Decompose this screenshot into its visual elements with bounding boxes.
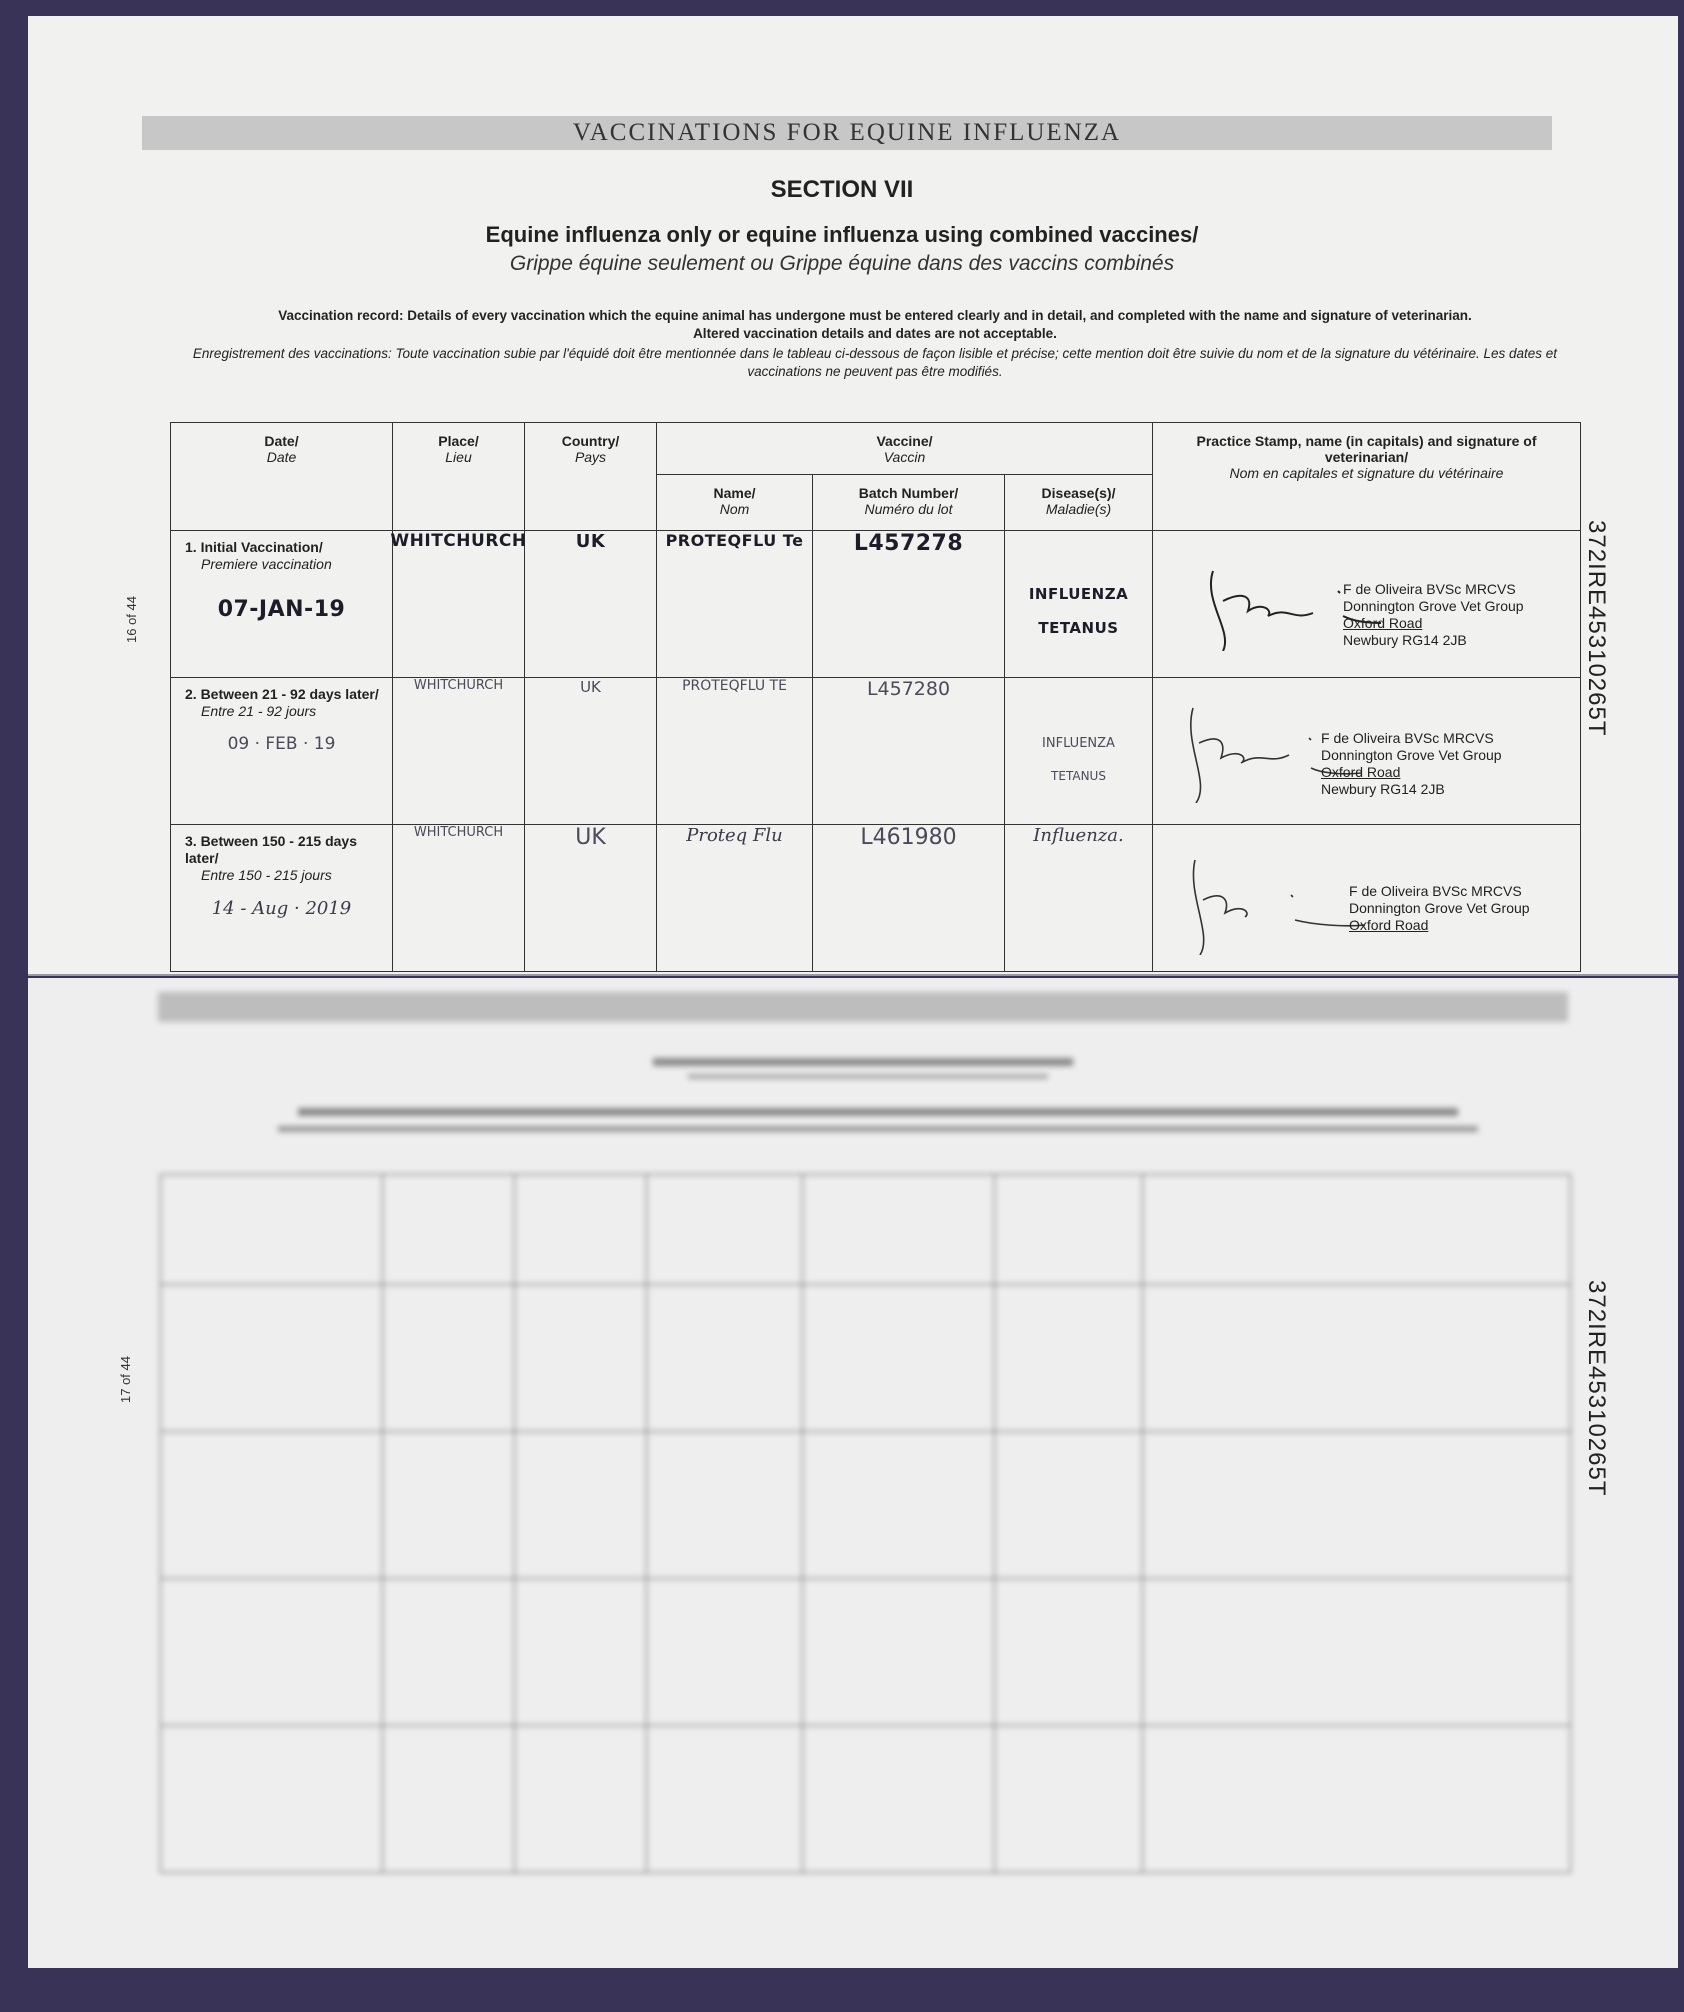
date-cell: 1. Initial Vaccination/ Premiere vaccination 07-JAN-19 <box>171 531 393 678</box>
table-row: 1. Initial Vaccination/ Premiere vaccination 07-JAN-19 WHITCHURCH UK PROTEQFLU Te L457278 INFLUENZA TETANUS F de Oliveira BVSc MRCVS Donnington Grove Vet Group Oxford Road Newbury RG14 2JB <box>171 531 1581 678</box>
country-value: UK <box>580 678 601 696</box>
header-batch: Batch Number/ Numéro du lot <box>813 475 1005 531</box>
header-date: Date/ Date <box>171 423 393 531</box>
header-country: Country/ Pays <box>525 423 657 531</box>
batch-value: L457280 <box>866 678 951 700</box>
vet-signature <box>1175 855 1365 955</box>
date-cell: 2. Between 21 - 92 days later/ Entre 21 - 92 jours 09 · FEB · 19 <box>171 678 393 825</box>
country-value: UK <box>575 531 606 552</box>
passport-page-17 <box>28 978 1678 1968</box>
vaccination-table <box>170 422 1581 972</box>
passport-id-top: 372IRE45310265T <box>1583 520 1610 737</box>
table-row: 2. Between 21 - 92 days later/ Entre 21 - 92 jours 09 · FEB · 19 WHITCHURCH UK PROTEQFLU TE L457280 INFLUENZA TETANUS F de Oliveira BVSc MRCVS Donnington Grove Vet Group Oxford Road Newbury RG14 2JB <box>171 678 1581 825</box>
vaccine-name-value: PROTEQFLU Te <box>665 531 804 550</box>
disease-value: INFLUENZA <box>1042 736 1115 751</box>
header-stamp: Practice Stamp, name (in capitals) and signature of veterinarian/ Nom en capitales et signature du vétérinaire <box>1153 423 1581 531</box>
subtitle-fr: Grippe équine seulement ou Grippe équine dans des vaccins combinés <box>509 252 1175 275</box>
country-value: UK <box>575 825 606 850</box>
batch-value: L457278 <box>853 531 964 556</box>
disease-value-2: TETANUS <box>1038 619 1119 637</box>
disease-value: Influenza. <box>1033 825 1124 846</box>
date-cell: 3. Between 150 - 215 days later/ Entre 150 - 215 jours 14 - Aug · 2019 <box>171 825 393 972</box>
header-place: Place/ Lieu <box>393 423 525 531</box>
place-value: WHITCHURCH <box>413 825 504 840</box>
section-title: SECTION VII <box>770 176 914 203</box>
date-value: 09 · FEB · 19 <box>227 734 336 754</box>
note-en-2: Altered vaccination details and dates are not acceptable. <box>693 326 1057 341</box>
date-value: 14 - Aug · 2019 <box>211 898 352 919</box>
disease-value: INFLUENZA <box>1028 585 1129 603</box>
passport-id-bottom: 372IRE45310265T <box>1583 1280 1610 1497</box>
page-number-bottom: 17 of 44 <box>118 1356 133 1403</box>
batch-value: L461980 <box>860 825 957 850</box>
header-vaccine: Vaccine/ Vaccin <box>657 423 1153 475</box>
place-value: WHITCHURCH <box>390 531 527 551</box>
subtitle-en: Equine influenza only or equine influenza using combined vaccines/ <box>485 222 1199 247</box>
disease-value-2: TETANUS <box>1051 769 1106 783</box>
header-name: Name/ Nom <box>657 475 813 531</box>
section-banner: VACCINATIONS FOR EQUINE INFLUENZA <box>142 116 1552 150</box>
page-number-top: 16 of 44 <box>124 596 139 643</box>
header-disease: Disease(s)/ Maladie(s) <box>1005 475 1153 531</box>
date-value: 07-JAN-19 <box>217 597 346 622</box>
vaccine-name-value: PROTEQFLU TE <box>682 678 787 694</box>
vaccination-note <box>170 307 1580 381</box>
vaccine-name-value: Proteq Flu <box>686 825 783 846</box>
table-row: 3. Between 150 - 215 days later/ Entre 150 - 215 jours 14 - Aug · 2019 WHITCHURCH UK Proteq Flu L461980 Influenza. F de Oliveira BVSc MRCVS Donnington Grove Vet Group Oxford Road <box>171 825 1581 972</box>
place-value: WHITCHURCH <box>413 678 504 693</box>
note-fr: Enregistrement des vaccinations: Toute vaccination subie par l'équidé doit être mentionnée dans le tableau ci-dessous de façon lisible et précise; cette mention doit être suivie du nom et de la signature du vétérinaire. Les dates et vaccinations ne peuvent pas être modifiés. <box>192 346 1558 379</box>
note-en: Vaccination record: Details of every vaccination which the equine animal has undergone must be entered clearly and in detail, and completed with the name and signature of veterinarian. <box>278 308 1472 323</box>
